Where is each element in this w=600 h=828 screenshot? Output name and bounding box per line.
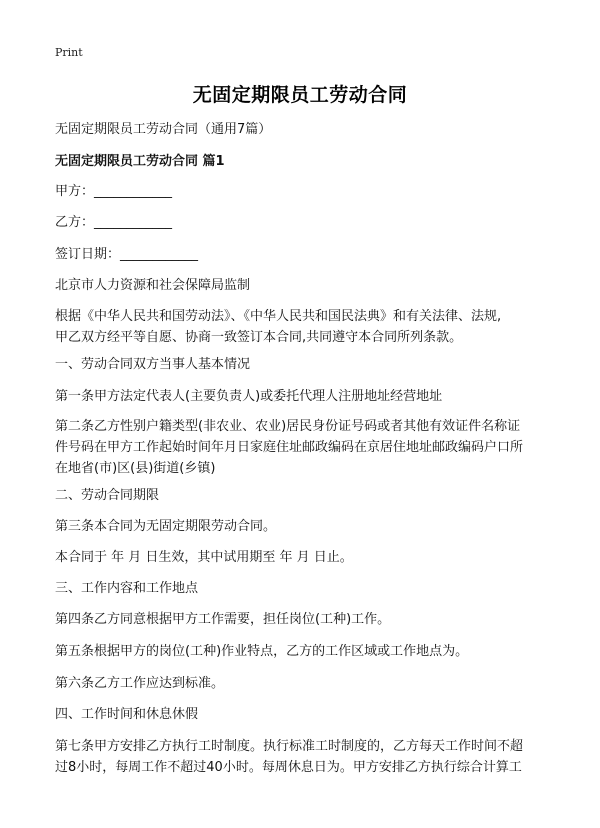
document-subtitle: 无固定期限员工劳动合同（通用7篇）	[55, 122, 272, 137]
preamble-paragraph	[55, 306, 543, 348]
section-heading-3: 三、工作内容和工作地点	[55, 581, 199, 596]
print-label: Print	[55, 46, 83, 59]
section-heading-2: 二、劳动合同期限	[55, 488, 160, 503]
article-2-line: 件号码在甲方工作起始时间年月日家庭住址邮政编码在京居住地址邮政编码户口所	[55, 440, 524, 455]
article-1: 第一条甲方法定代表人(主要负责人)或委托代理人注册地址经营地址	[55, 389, 443, 404]
preamble-line: 根据《中华人民共和国劳动法》、《中华人民共和国民法典》和有关法律、法规,	[55, 309, 502, 324]
article-2-line: 在地省(市)区(县)街道(乡镇)	[55, 461, 216, 476]
article-3: 第三条本合同为无固定期限劳动合同。	[55, 519, 277, 534]
preamble-line: 甲乙双方经平等自愿、协商一致签订本合同,共同遵守本合同所列条款。	[55, 330, 463, 345]
chapter-heading: 无固定期限员工劳动合同 篇1	[55, 154, 225, 169]
party-b-line: 乙方：____________	[55, 215, 173, 230]
section-heading-4: 四、工作时间和休息休假	[55, 707, 199, 722]
article-6: 第六条乙方工作应达到标准。	[55, 676, 225, 691]
article-5: 第五条根据甲方的岗位(工种)作业特点，乙方的工作区域或工作地点为。	[55, 644, 469, 659]
document-title: 无固定期限员工劳动合同	[192, 84, 408, 106]
party-a-line: 甲方：____________	[55, 184, 173, 199]
article-2-line: 第二条乙方性别户籍类型(非农业、农业)居民身份证号码或者其他有效证件名称证	[55, 419, 521, 434]
sign-date-line: 签订日期：____________	[55, 247, 199, 262]
article-2-paragraph	[55, 416, 543, 479]
article-7-paragraph	[55, 736, 543, 778]
article-7-line: 过8小时，每周工作不超过40小时。每周休息日为。甲方安排乙方执行综合计算工	[55, 760, 522, 775]
effective-date-line: 本合同于 年 月 日生效，其中试用期至 年 月 日止。	[55, 550, 353, 565]
section-heading-1: 一、劳动合同双方当事人基本情况	[55, 357, 251, 372]
article-4: 第四条乙方同意根据甲方工作需要，担任岗位(工种)工作。	[55, 612, 391, 627]
supervisor-line: 北京市人力资源和社会保障局监制	[55, 278, 251, 293]
article-7-line: 第七条甲方安排乙方执行工时制度。执行标准工时制度的，乙方每天工作时间不超	[55, 739, 524, 754]
